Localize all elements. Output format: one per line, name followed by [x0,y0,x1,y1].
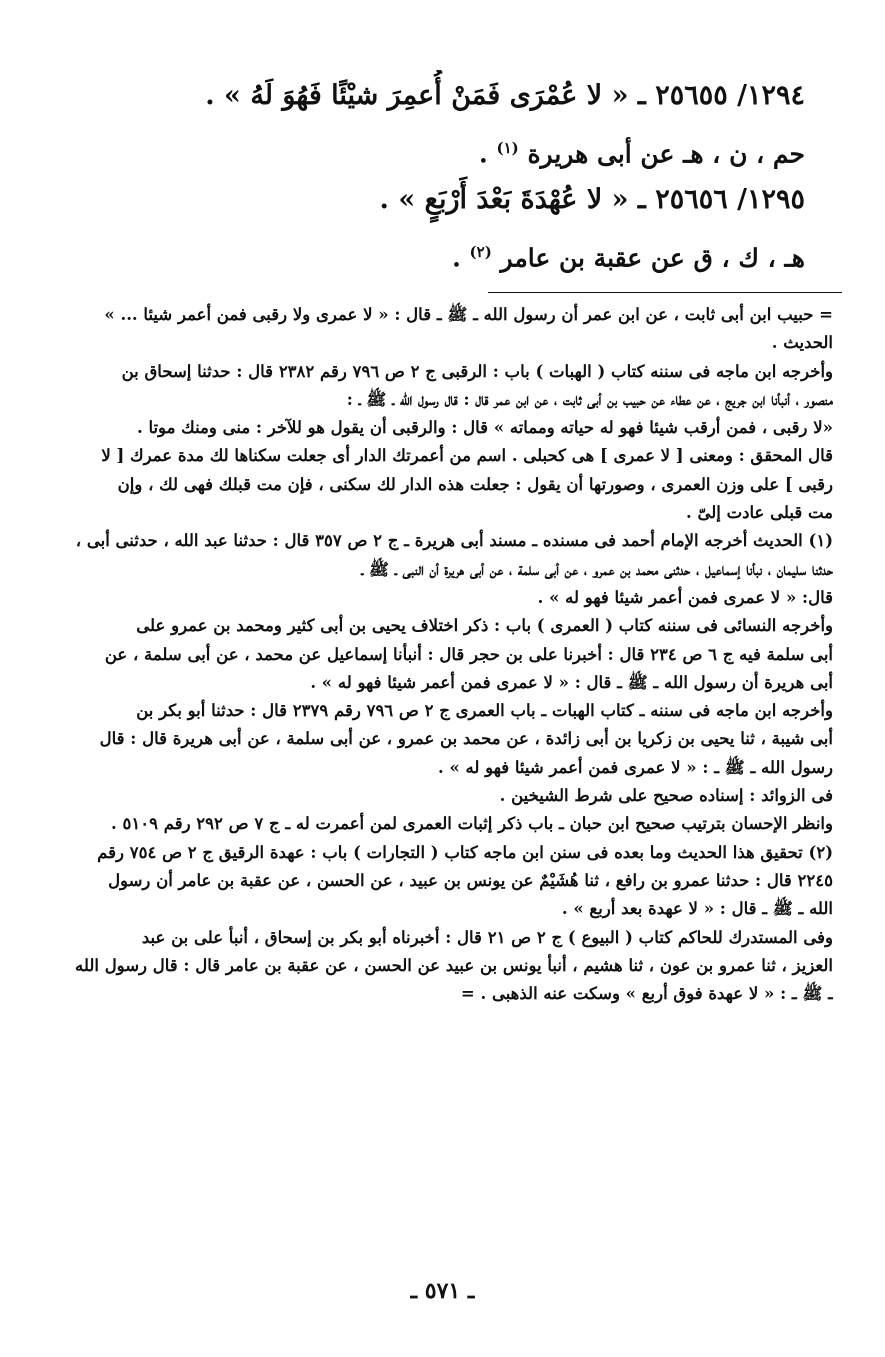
footnote-line: = حبيب ابن أبى ثابت ، عن ابن عمر أن رسول الله ـ ﷺ ـ قال : « لا عمرى ولا رقبى فمن أعمر شيئا ... » [104,305,833,324]
footnote-line: وأخرجه النسائى فى سننه كتاب ( العمرى ) باب : ذكر اختلاف يحيى بن أبى كثير ومحمد بن عمرو على [136,616,833,636]
source-text: حم ، ن ، هـ عن أبى هريرة [527,139,805,169]
footnote-line: وأخرجه ابن ماجه فى سننه ـ كتاب الهبات ـ باب العمرى ج ٢ ص ٧٩٦ رقم ٢٣٧٩ قال : حدثنا أبو بكر بن [136,701,833,721]
footnote-line: منصور ، أنبأنا ابن جريج ، عن عطاء عن حبيب بن أبى ثابت ، عن ابن عمر قال : قال رسول الله ـ ﷺ ـ : [346,389,833,409]
hadith-entry-1295: ١٢٩٥/ ٢٥٦٥٦ ـ « لا عُهْدَةَ بَعْدَ أَرْبَعٍ » . [379,184,805,215]
hadith-entry-1294: ١٢٩٤/ ٢٥٦٥٥ ـ « لا عُمْرَى فَمَنْ أُعمِرَ شيْئًا فَهُوَ لَهُ » . [205,80,805,111]
footnote-line: حدثنا سليمان ، نبأنا إسماعيل ، حدثنى محمد بن عمرو ، عن أبى سلمة ، عن أبى هريرة أن النبى ـ ﷺ ـ [361,559,833,579]
footnote-line: رقبى ] على وزن العمرى ، وصورتها أن يقول : جعلت هذه الدار لك سكنى ، فإن مت قبلك فهى لك ، وإن [117,474,833,494]
footnote-line: العزيز ، ثنا عمرو بن عون ، ثنا هشيم ، أنبأ يونس بن عبيد عن الحسن ، عن عقبة بن عامر قال : قال رسول الله [75,955,833,975]
hadith-source-1295 [200,226,805,278]
footnotes [62,301,833,1008]
footnote-line: أبى هريرة أن رسول الله ـ ﷺ ـ قال : « لا عمرى فمن أعمر شيئا فهو له » . [310,672,833,692]
footnote-line: وفى المستدرك للحاكم كتاب ( البيوع ) ج ٢ ص ٢١ قال : أخبرناه أبو بكر بن إسحاق ، أنبأ على بن عبد [141,927,833,947]
footnote-line: الله ـ ﷺ ـ قال : « لا عهدة بعد أربع » . [561,899,833,919]
hadith-source-1294 [200,122,805,174]
page-number: ـ ٥٧١ ـ [410,1278,475,1304]
footnote-line: أبى شيبة ، ثنا يحيى بن زكريا بن أبى زائدة ، عن محمد بن عمرو ، عن أبى سلمة ، عن أبى هريرة قال : قال [99,729,833,749]
footnote-line: مت قبلى عادت إلىّ . [686,503,833,523]
hadith-entries [200,70,805,278]
footnote-line: ـ ﷺ ـ : « لا عهدة فوق أربع » وسكت عنه الذهبى . = [460,984,833,1004]
footnote-line: وأخرجه ابن ماجه فى سننه كتاب ( الهبات ) باب : الرقبى ج ٢ ص ٧٩٦ رقم ٢٣٨٢ قال : حدثنا إسحاق بن [121,361,833,381]
footnote-line: فى الزوائد : إسناده صحيح على شرط الشيخين . [499,786,833,806]
footnote-separator [488,292,842,293]
footnote-line: ٢٢٤٥ قال : حدثنا عمرو بن رافع ، ثنا هُشَيْمٌ عن يونس بن عبيد ، عن الحسن ، عن عقبة بن عامر أن رسول [108,870,833,890]
footnote-line: قال: « لا عمرى فمن أعمر شيئا فهو له » . [537,587,833,607]
footnote-line: قال المحقق : ومعنى [ لا عمرى ] هى كحبلى . اسم من أعمرتك الدار أى جعلت سكناها لك مدة عمرك [ لا [101,446,833,466]
line-end: . [452,243,470,273]
footnote-ref-2: (٢) [469,243,492,261]
footnote-line: (٢) تحقيق هذا الحديث وما بعده فى سنن ابن ماجه كتاب ( التجارات ) باب : عهدة الرقيق ج ٢ ص ٧٥٤ رقم [97,842,833,862]
footnote-line: وانظر الإحسان بترتيب صحيح ابن حبان ـ باب ذكر إثبات العمرى لمن أعمرت له ـ ج ٧ ص ٢٩٢ رقم ٥١٠٩ . [111,814,833,834]
line-end: . [479,139,497,169]
source-text: هـ ، ك ، ق عن عقبة بن عامر [500,243,805,273]
footnote-ref-1: (١) [496,139,519,157]
footnote-line: أبى سلمة فيه ج ٦ ص ٢٣٤ قال : أخبرنا على بن حجر قال : أنبأنا إسماعيل عن محمد ، عن أبى سلمة ، عن [104,644,833,664]
footnote-line: الحديث . [771,333,833,353]
footnote-line: (١) الحديث أخرجه الإمام أحمد فى مسنده ـ مسند أبى هريرة ـ ج ٢ ص ٣٥٧ قال : حدثنا عبد الله ، حدثنى أبى ، [75,531,833,551]
footnote-line: «لا رقبى ، فمن أرقب شيئا فهو له حياته ومماته » قال : والرقبى أن يقول هو للآخر : منى ومنك موتا . [136,418,833,438]
footnote-line: رسول الله ـ ﷺ ـ : « لا عمرى فمن أعمر شيئا فهو له » . [437,757,833,777]
